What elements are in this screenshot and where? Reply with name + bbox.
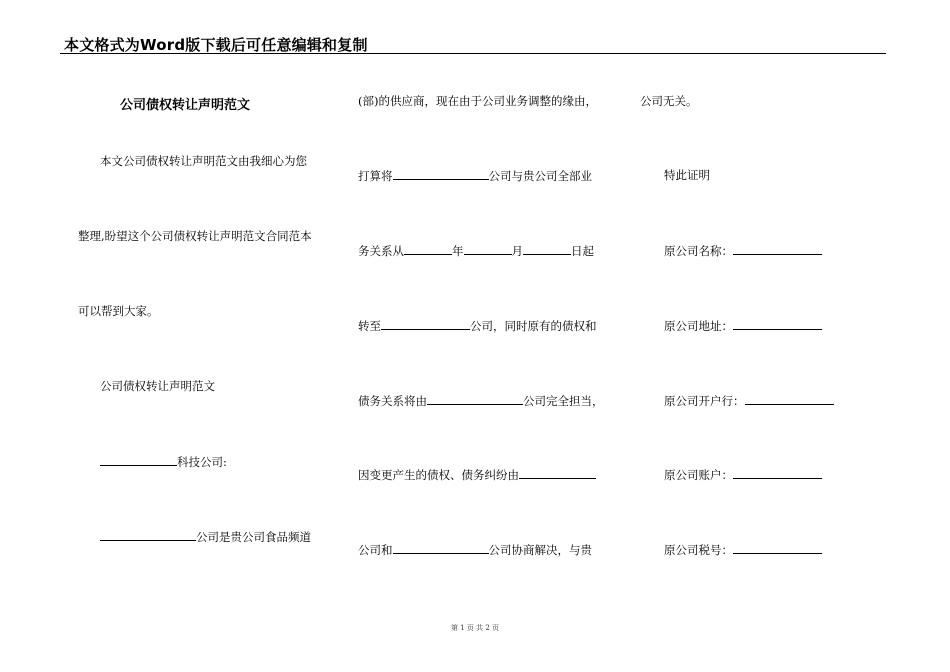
addressee-suffix: 科技公司: — [177, 455, 227, 469]
body-line-start — [100, 529, 311, 544]
header-divider — [60, 53, 886, 54]
body-suffix: 公司是贵公司食品频道 — [196, 530, 311, 544]
month-blank — [464, 243, 512, 255]
company-address-row — [664, 318, 822, 333]
col2-line-4-b: 公司，同时原有的债权和 — [470, 319, 597, 333]
col2-line-3 — [358, 243, 594, 258]
company-address-label: 原公司地址： — [664, 319, 733, 333]
day-label: 日起 — [571, 244, 594, 258]
company-name-field — [733, 243, 822, 255]
negotiate-company-blank — [393, 542, 489, 554]
col2-line-6 — [358, 467, 596, 482]
page-number: 第 1 页 共 2 页 — [450, 624, 500, 632]
company-bank-field — [745, 393, 834, 405]
transfer-from-blank — [393, 168, 489, 180]
company-account-row — [664, 467, 822, 482]
letter-subtitle: 公司债权转让声明范文 — [100, 379, 215, 393]
year-blank — [404, 243, 452, 255]
company-account-field — [733, 467, 822, 479]
col2-line-4-a: 转至 — [358, 319, 381, 333]
company-address-field — [733, 318, 822, 330]
col2-line-7-b: 公司协商解决，与贵 — [488, 543, 592, 557]
addressee-line — [100, 454, 227, 469]
company-name-row — [664, 243, 822, 258]
assume-company-blank — [427, 393, 523, 405]
col2-line-7 — [358, 542, 592, 557]
supplier-name-blank — [100, 529, 196, 541]
company-bank-label: 原公司开户行： — [664, 394, 745, 408]
intro-line-2: 整理,盼望这个公司债权转让声明范文合同范本 — [78, 229, 312, 243]
col2-line-2-a: 打算将 — [358, 169, 393, 183]
company-bank-row — [664, 393, 834, 408]
col2-line-2-b: 公司与贵公司全部业 — [488, 169, 592, 183]
intro-line-1: 本文公司债权转让声明范文由我细心为您 — [100, 154, 307, 168]
company-tax-row — [664, 542, 822, 557]
col2-line-1: (部)的供应商，现在由于公司业务调整的缘由， — [358, 94, 597, 108]
certification-text: 特此证明 — [664, 168, 710, 182]
month-label: 月 — [511, 244, 523, 258]
intro-line-3: 可以帮到大家。 — [78, 304, 159, 318]
document-title: 公司债权转让声明范文 — [120, 98, 251, 113]
col2-line-3-a: 务关系从 — [358, 244, 404, 258]
dispute-company-blank — [519, 467, 596, 479]
col2-line-5-b: 公司完全担当， — [523, 394, 604, 408]
year-label: 年 — [452, 244, 464, 258]
company-tax-label: 原公司税号： — [664, 543, 733, 557]
company-name-label: 原公司名称： — [664, 244, 733, 258]
document-header: 本文格式为Word版下载后可任意编辑和复制 — [64, 36, 368, 54]
company-account-label: 原公司账户： — [664, 468, 733, 482]
transfer-to-blank — [381, 318, 470, 330]
col2-line-6-a: 因变更产生的债权、债务纠纷由 — [358, 468, 519, 482]
day-blank — [523, 243, 571, 255]
col3-line-1: 公司无关。 — [640, 94, 698, 108]
col2-line-5 — [358, 393, 604, 408]
col2-line-5-a: 债务关系将由 — [358, 394, 427, 408]
company-tax-field — [733, 542, 822, 554]
company-name-blank — [100, 454, 177, 466]
col2-line-2 — [358, 168, 592, 183]
col2-line-4 — [358, 318, 597, 333]
col2-line-7-a: 公司和 — [358, 543, 393, 557]
